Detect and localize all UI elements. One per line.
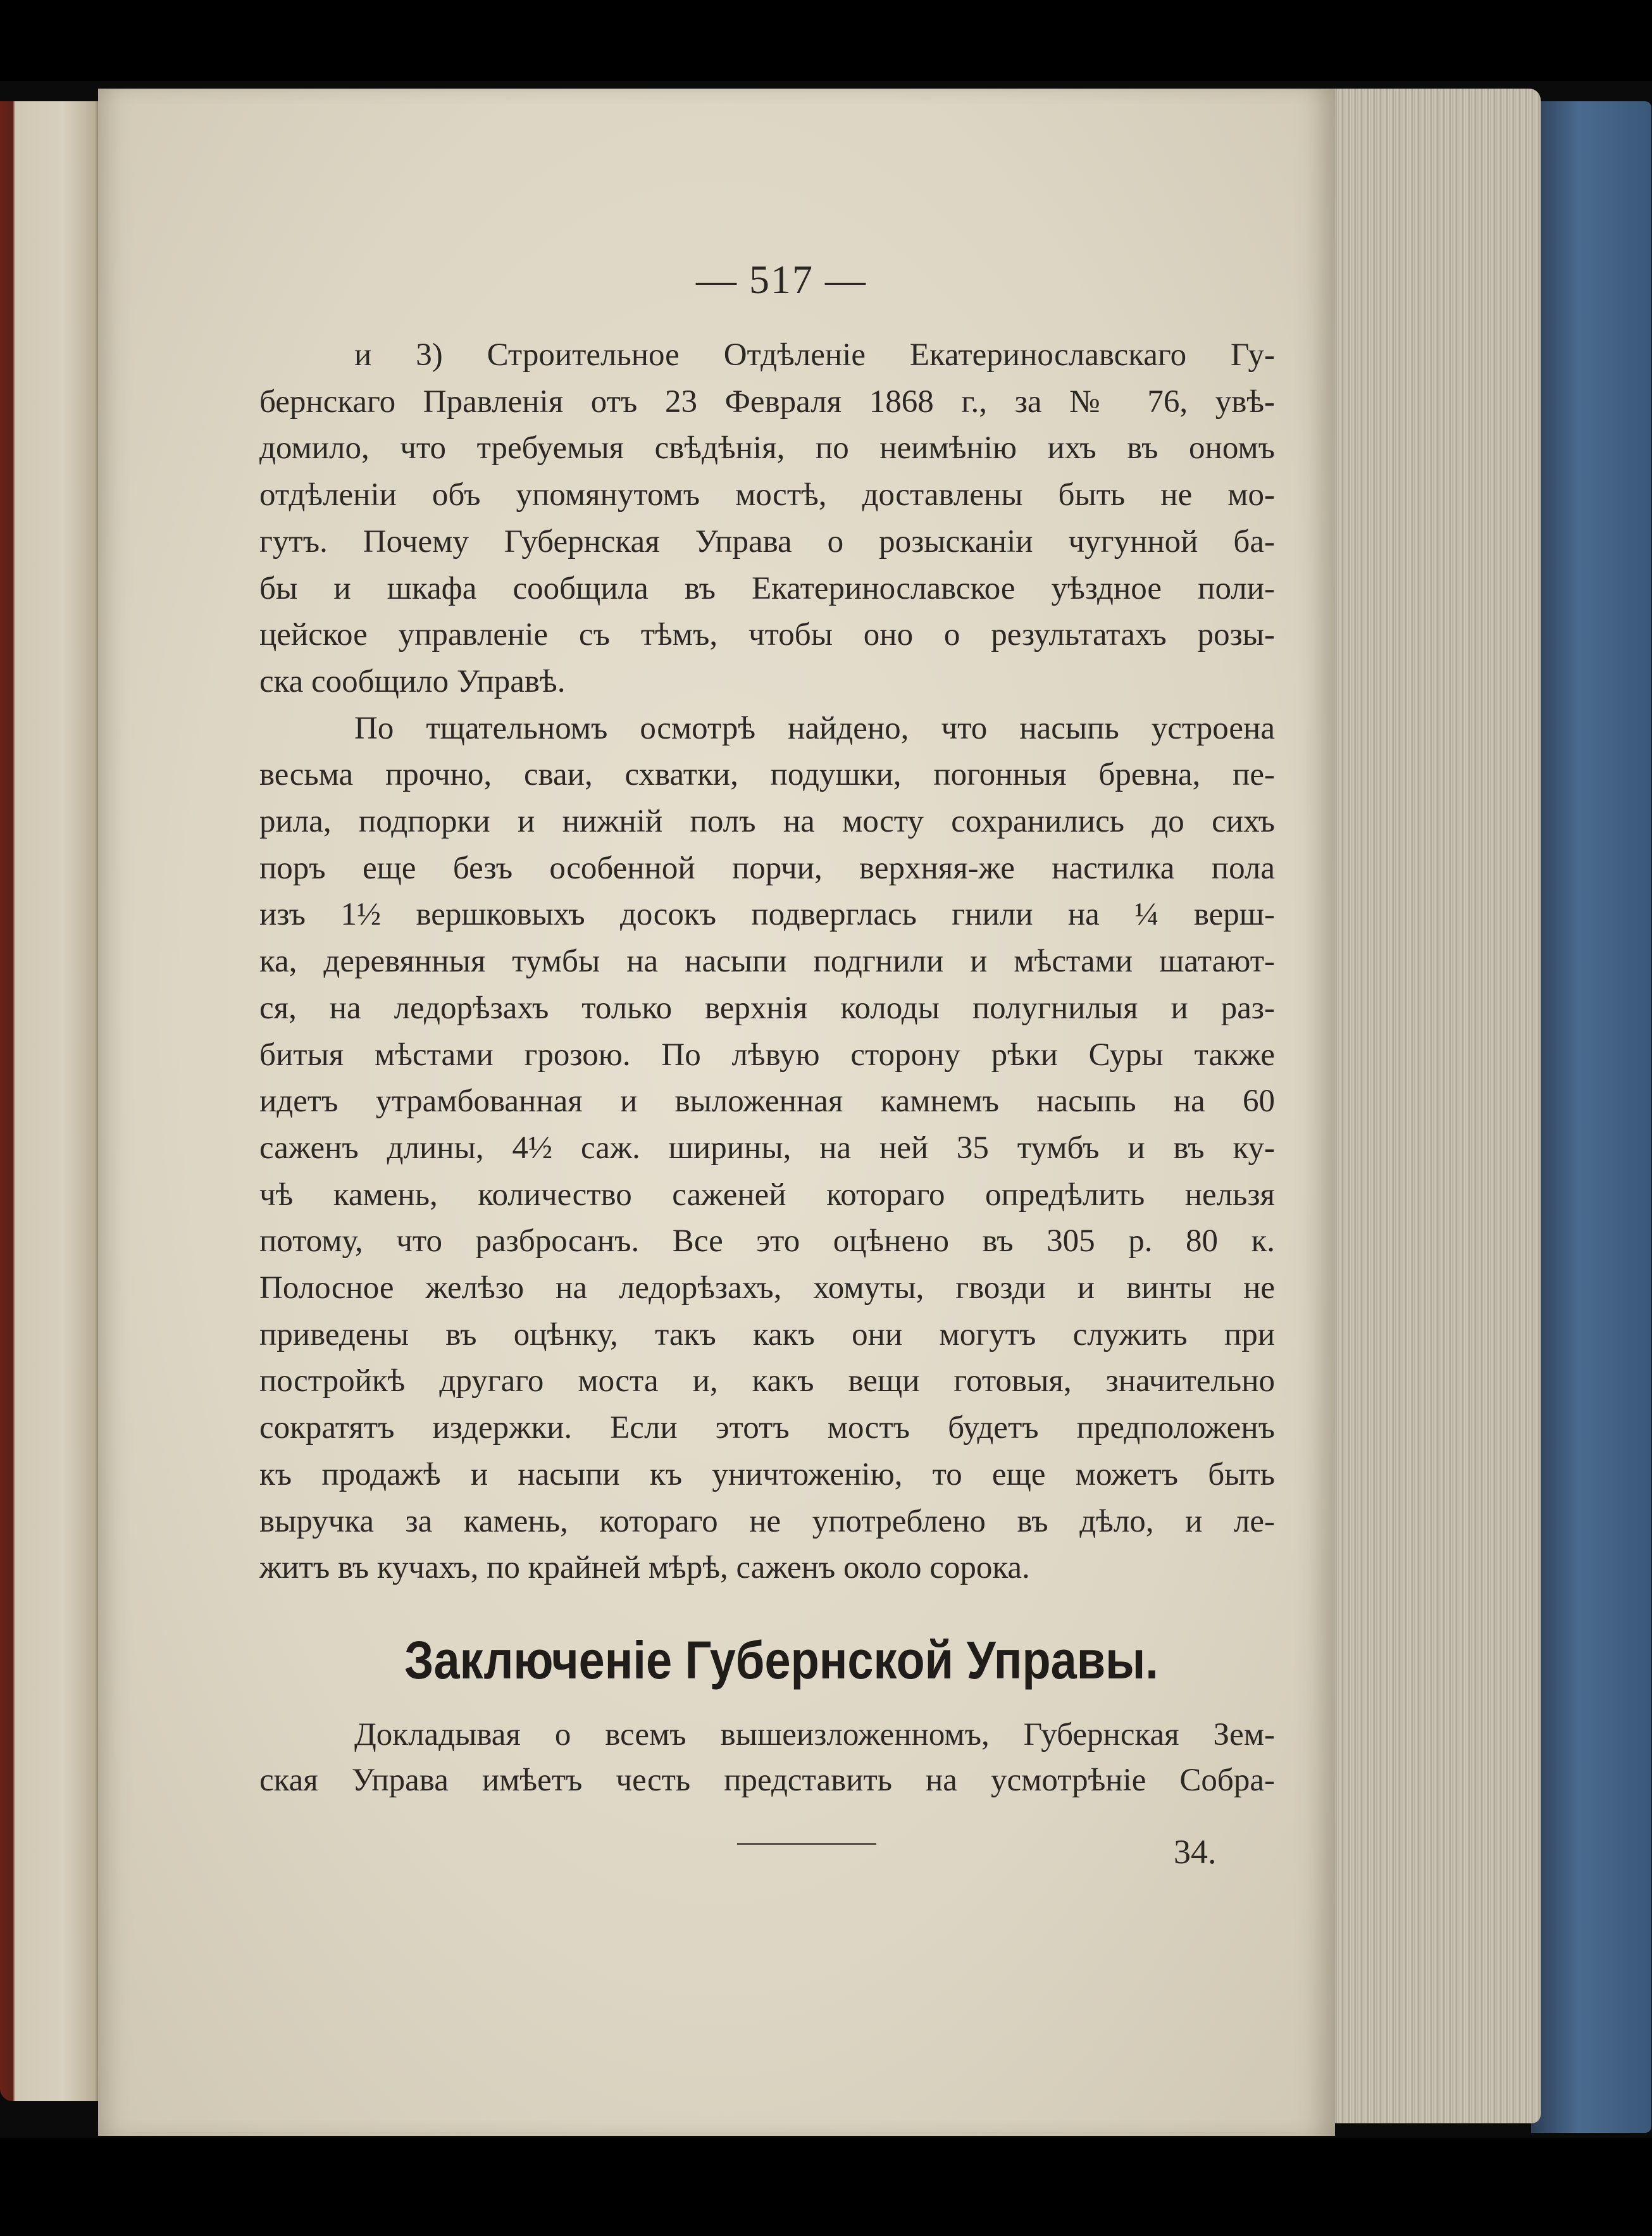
book-cover-edge xyxy=(1531,101,1651,2133)
text-line: выручка за камень, котораго не употреблено въ дѣло, и ле- xyxy=(259,1503,1275,1539)
text-line: потому, что разбросанъ. Все это оцѣнено въ 305 р. 80 к. xyxy=(259,1223,1275,1259)
body-text xyxy=(259,332,1275,1592)
text-line: ка, деревянныя тумбы на насыпи подгнили и мѣстами шатают- xyxy=(259,944,1275,980)
page-number: — 517 — xyxy=(696,257,867,302)
text-line: бернскаго Правленія отъ 23 Февраля 1868 г., за № 76, увѣ- xyxy=(259,384,1275,420)
separator-rule xyxy=(737,1843,876,1845)
text-line: Полосное желѣзо на ледорѣзахъ, хомуты, гвозди и винты не xyxy=(259,1270,1275,1306)
text-line: саженъ длины, 4½ саж. ширины, на ней 35 тумбъ и въ ку- xyxy=(259,1130,1275,1166)
closing-paragraph xyxy=(259,1712,1275,1803)
text-line: По тщательномъ осмотрѣ найдено, что насыпь устроена xyxy=(354,710,1275,746)
text-line: гутъ. Почему Губернская Управа о розысканіи чугунной ба- xyxy=(259,523,1275,559)
section-heading: Заключеніе Губернской Управы. xyxy=(404,1630,1158,1690)
text-line: ска сообщило Управѣ. xyxy=(259,663,566,699)
signature-mark: 34. xyxy=(1174,1833,1217,1871)
paragraph-1 xyxy=(259,332,1275,706)
text-line: постройкѣ другаго моста и, какъ вещи готовыя, значительно xyxy=(259,1363,1275,1399)
text-line: весьма прочно, сваи, схватки, подушки, погонныя бревна, пе- xyxy=(259,757,1275,793)
text-line: изъ 1½ вершковыхъ досокъ подверглась гнили на ¼ верш- xyxy=(259,897,1275,933)
text-line: чѣ камень, количество саженей котораго опредѣлить нельзя xyxy=(259,1177,1275,1213)
text-line: цейское управленіе съ тѣмъ, чтобы оно о результатахъ розы- xyxy=(259,617,1275,653)
text-line: къ продажѣ и насыпи къ уничтоженію, то еще можетъ быть xyxy=(259,1456,1275,1492)
text-line: отдѣленіи объ упомянутомъ мостѣ, доставлены быть не мо- xyxy=(259,477,1275,513)
text-line: и 3) Строительное Отдѣленіе Екатеринославскаго Гу- xyxy=(354,337,1275,373)
text-line: сократятъ издержки. Если этотъ мостъ будетъ предположенъ xyxy=(259,1410,1275,1446)
previous-page-edge xyxy=(0,101,101,2101)
text-line: ская Управа имѣетъ честь представить на усмотрѣніе Собра- xyxy=(259,1763,1275,1798)
text-line: идетъ утрамбованная и выложенная камнемъ насыпь на 60 xyxy=(259,1084,1275,1120)
text-line: рила, подпорки и нижній полъ на мосту сохранились до сихъ xyxy=(259,804,1275,840)
text-line: житъ въ кучахъ, по крайней мѣрѣ, саженъ около сорока. xyxy=(259,1550,1030,1586)
text-line: битыя мѣстами грозою. По лѣвую сторону рѣки Суры также xyxy=(259,1037,1275,1073)
book-page xyxy=(98,89,1335,2136)
text-line: Докладывая о всемъ вышеизложенномъ, Губернская Зем- xyxy=(354,1717,1275,1752)
paragraph-2 xyxy=(259,706,1275,1592)
text-line: домило, что требуемыя свѣдѣнія, по неимѣнію ихъ въ ономъ xyxy=(259,430,1275,466)
text-line: приведены въ оцѣнку, такъ какъ они могутъ служить при xyxy=(259,1316,1275,1352)
text-line: поръ еще безъ особенной порчи, верхняя-же настилка пола xyxy=(259,850,1275,886)
text-line: бы и шкафа сообщила въ Екатеринославское уѣздное поли- xyxy=(259,570,1275,606)
text-line: ся, на ледорѣзахъ только верхнія колоды полугнилыя и раз- xyxy=(259,990,1275,1026)
